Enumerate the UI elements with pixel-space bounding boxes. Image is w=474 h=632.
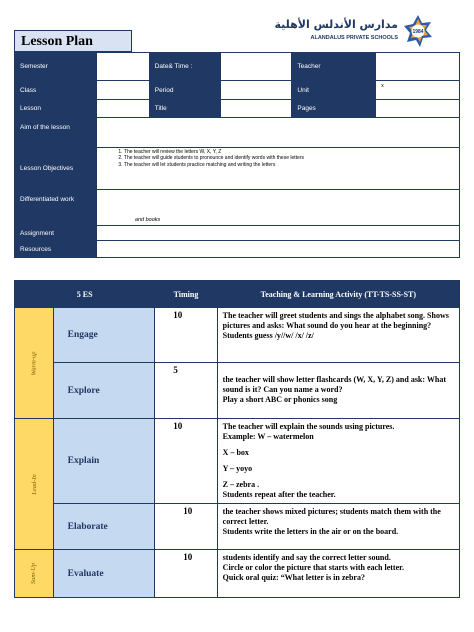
resources-value[interactable] [96,241,459,258]
logo-arabic-text: مدارس الأندلس الأهلية [274,18,398,31]
objective-item: 1. The teacher will review the letters W, X, Y, Z [124,149,454,155]
date-time-label: Date& Time : [149,53,220,81]
five-es-header: 5 ES [15,281,155,308]
semester-label: Semester [15,53,97,81]
lesson-label: Lesson [15,100,97,118]
title-label: Title [149,100,220,118]
activity-engage: Engage [53,308,155,363]
star-logo-icon [402,14,434,48]
period-value[interactable] [220,81,292,100]
activity-header: Teaching & Learning Activity (TT-TS-SS-ST) [217,281,459,308]
period-label: Period [149,81,220,100]
desc-engage: The teacher will greet students and sings the alphabet song. Shows pictures and asks: What sound do you hear at the beginning? Students guess /y//w/ /x/ /z/ [217,308,459,363]
resources-label: Resources [15,241,97,258]
pages-value[interactable] [376,100,460,118]
assignment-label: Assignment [15,226,97,241]
activity-evaluate: Evaluate [53,550,155,598]
aim-value[interactable] [96,118,459,148]
lesson-info-table [14,52,460,258]
stage-warmup: Warm-up [15,308,54,419]
objective-item: 3. The teacher will let students practice matching and writing the letters [124,162,454,168]
timing-elaborate: 10 [155,504,217,550]
desc-explain: The teacher will explain the sounds using pictures. Example: W – watermelon X – box Y – yoyo Z – zebra . Students repeat after the teacher. [217,419,459,504]
timing-explain: 10 [155,419,217,504]
class-label: Class [15,81,97,100]
stage-leadin: Lead-In [15,419,54,550]
timing-explore: 5 [155,363,217,419]
activity-elaborate: Elaborate [53,504,155,550]
activity-plan-table [14,280,460,598]
objectives-label: Lesson Objectives [15,148,97,190]
pages-label: Pages [292,100,376,118]
stage-sumup: Sum-Up [15,550,54,598]
objectives-value[interactable] [96,148,459,190]
desc-explore: the teacher will show letter flashcards (W, X, Y, Z) and ask: What sound is it? Can you name a word? Play a short ABC or phonics song [217,363,459,419]
unit-value[interactable]: x [376,81,460,100]
lesson-plan-title: Lesson Plan [14,30,132,52]
differentiated-value[interactable]: and books [96,190,459,226]
lesson-value[interactable] [96,100,149,118]
aim-label: Aim of the lesson [15,118,97,148]
desc-elaborate: the teacher shows mixed pictures; students match them with the correct letter. Students write the letters in the air or on the board. [217,504,459,550]
title-value[interactable] [220,100,292,118]
teacher-label: Teacher [292,53,376,81]
timing-engage: 10 [155,308,217,363]
activity-explore: Explore [53,363,155,419]
unit-label: Unit [292,81,376,100]
semester-value[interactable] [96,53,149,81]
assignment-value[interactable] [96,226,459,241]
school-logo [274,14,436,54]
date-time-value[interactable] [220,53,292,81]
activity-explain: Explain [53,419,155,504]
class-value[interactable] [96,81,149,100]
timing-header: Timing [155,281,217,308]
differentiated-label: Differentiated work [15,190,97,226]
logo-year: 1984 [412,29,424,35]
teacher-value[interactable] [376,53,460,81]
logo-english-text: ALANDALUS PRIVATE SCHOOLS [310,35,398,41]
objective-item: 2. The teacher will guide students to pronounce and identify words with these letters [124,155,454,161]
desc-evaluate: students identify and say the correct letter sound. Circle or color the picture that starts with each letter. Quick oral quiz: “What letter is in zebra? [217,550,459,598]
timing-evaluate: 10 [155,550,217,598]
objectives-list [102,149,454,168]
